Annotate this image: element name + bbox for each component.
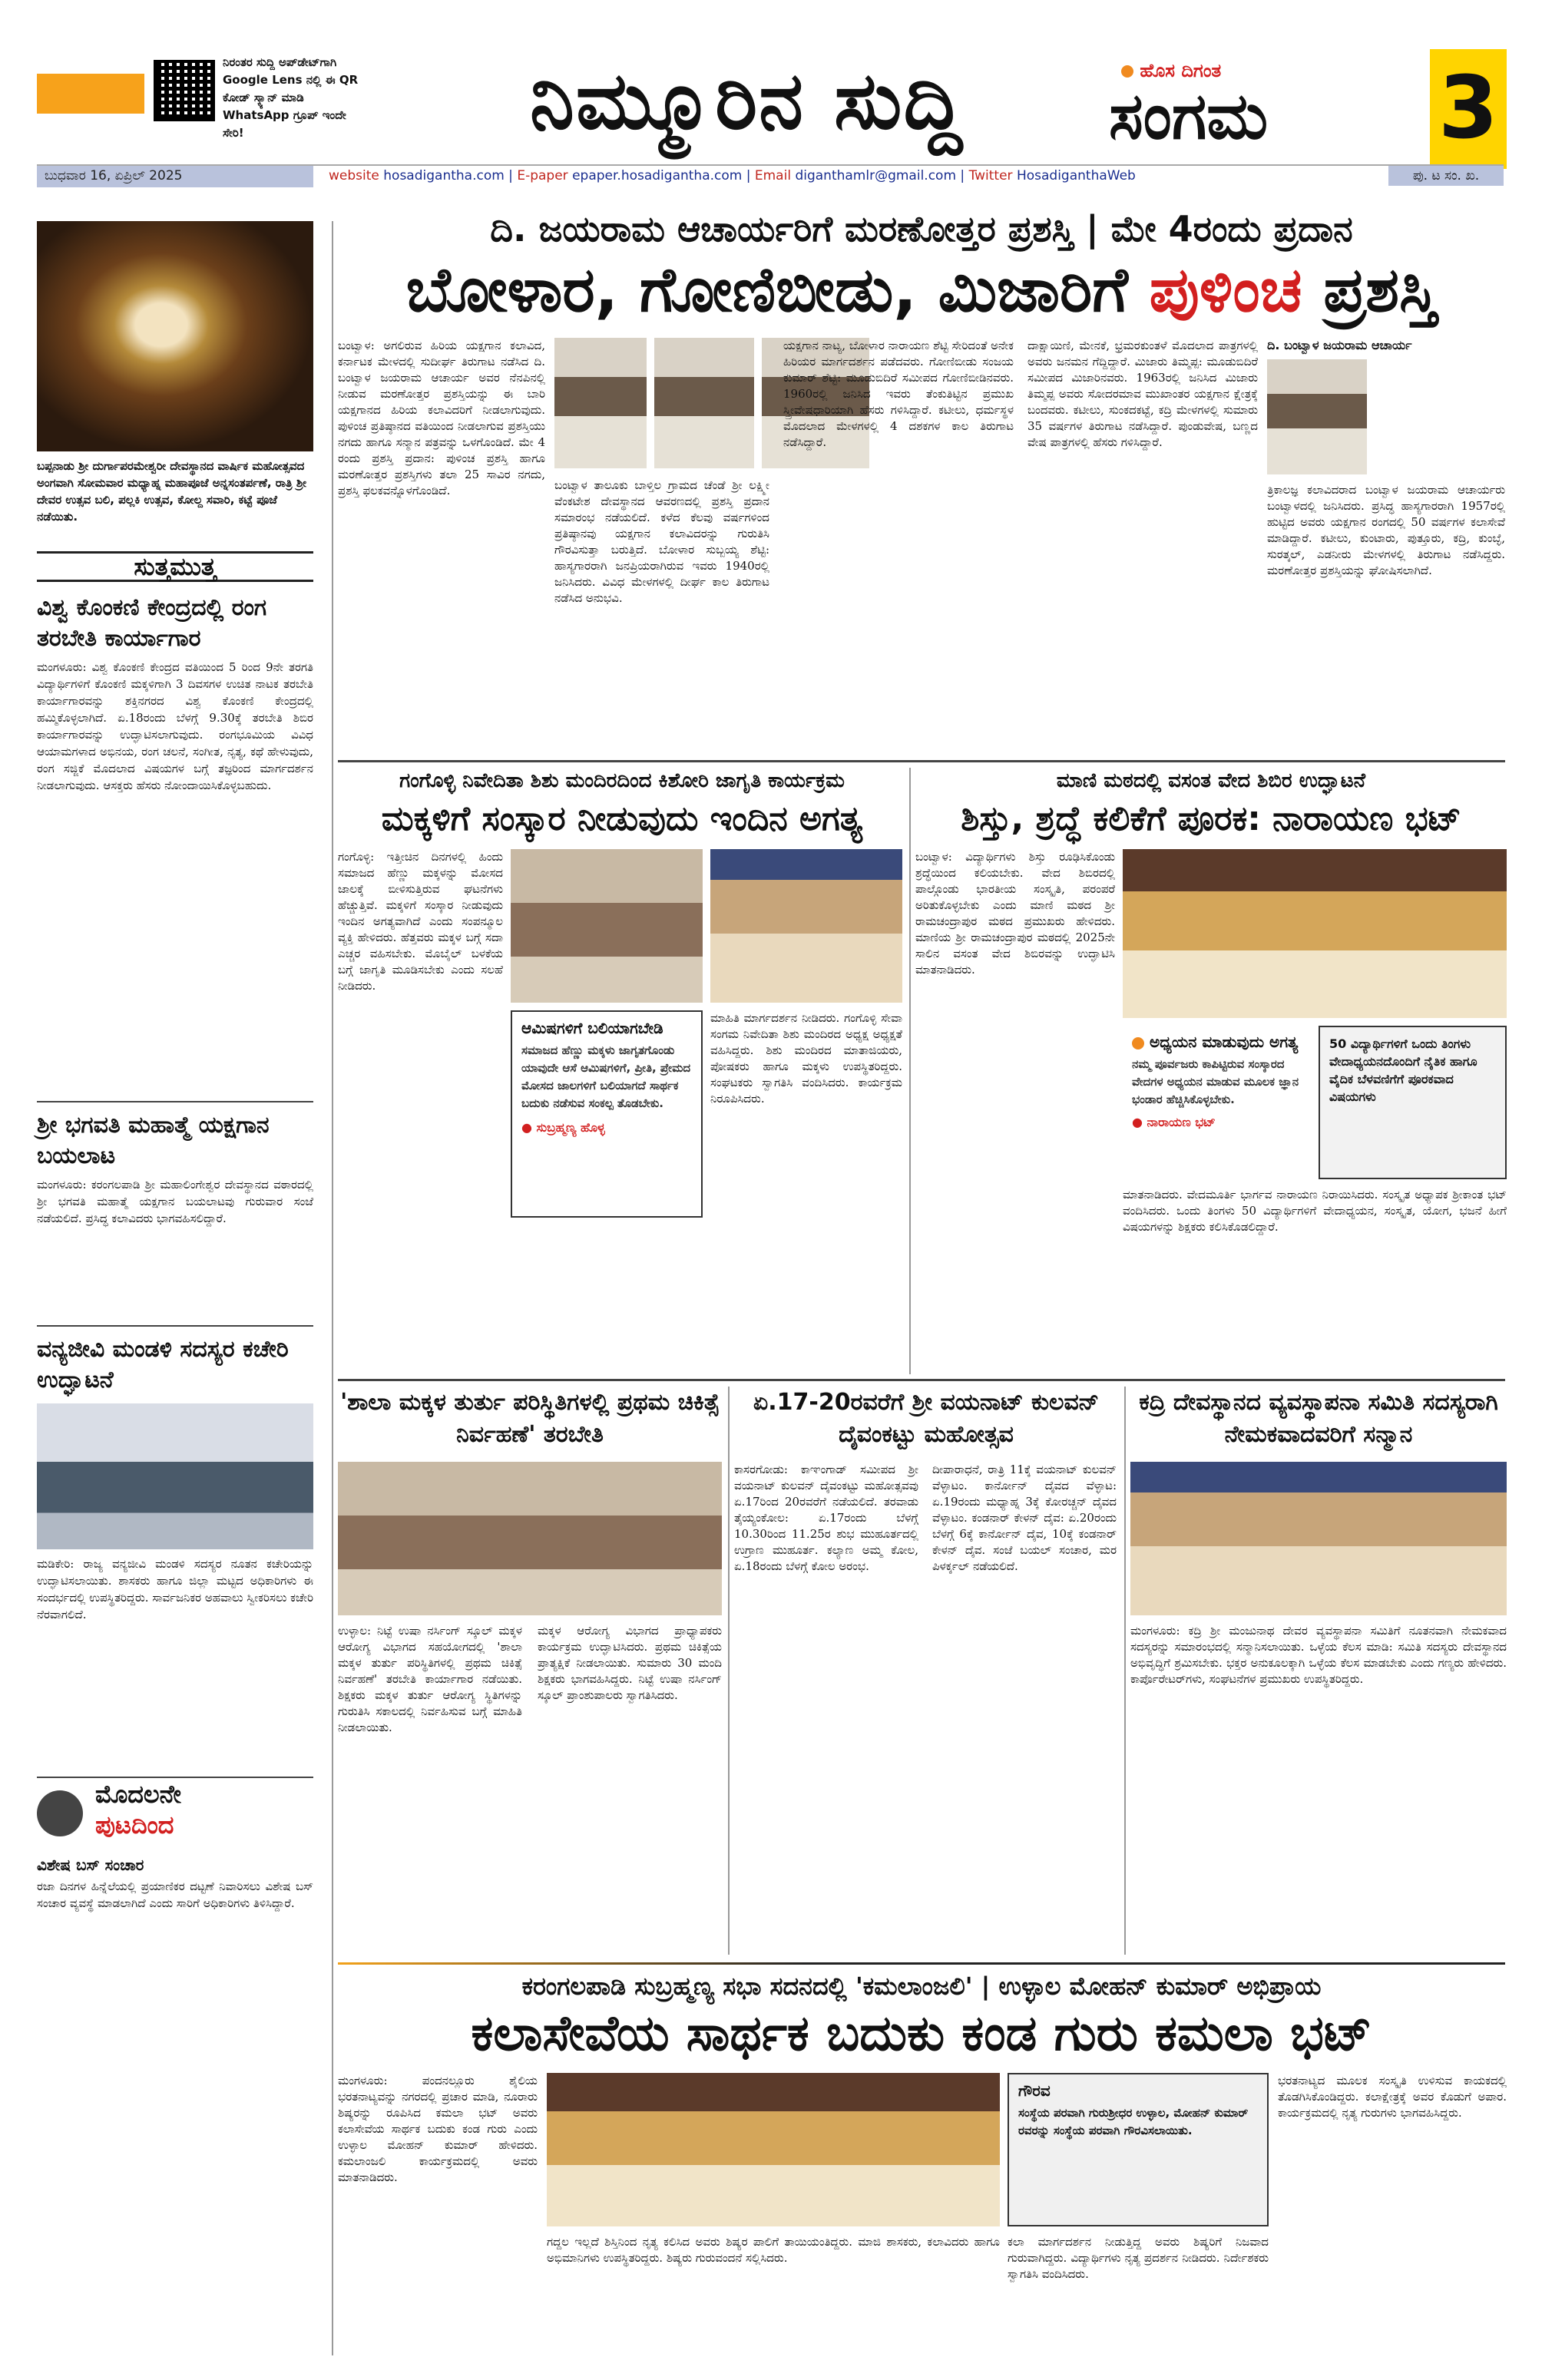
masthead-title: ನಿಮ್ಮೂರಿನ ಸುದ್ದಿ — [530, 54, 965, 147]
twitter-link[interactable]: HosadiganthaWeb — [1016, 168, 1136, 183]
gangolli-body-1: ಗಂಗೊಳ್ಳಿ: ಇತ್ತೀಚಿನ ದಿನಗಳಲ್ಲಿ ಹಿಂದು ಸಮಾಜದ ಹೆಣ್ಣು ಮಕ್ಕಳನ್ನು ಮೋಸದ ಜಾಲಕ್ಕೆ ಬೀಳಿಸುತ್ತಿರುವ ಘಟನೆಗಳು ಹೆಚ್ಚುತ್ತಿವೆ. ಮಕ್ಕಳಿಗೆ ಸಂಸ್ಕಾರ ನೀಡುವುದು ಇಂದಿನ ಅಗತ್ಯವಾಗಿದೆ ಎಂದು ಸಂಪನ್ಮೂಲ ವ್ಯಕ್ತಿ ಹೇಳಿದರು. ಹೆತ್ತವರು ಮಕ್ಕಳ ಬಗ್ಗೆ ಸದಾ ಎಚ್ಚರ ವಹಿಸಬೇಕು. ಮೊಬೈಲ್ ಬಳಕೆಯ ಬಗ್ಗೆ ಜಾಗೃತಿ ಮೂಡಿಸಬೇಕು ಎಂದು ಸಲಹೆ ನೀಡಿದರು. — [338, 850, 503, 993]
mid-divider-1 — [909, 768, 911, 1374]
story-yakshagana-title: ಶ್ರೀ ಭಗವತಿ ಮಹಾತ್ಮೆ ಯಕ್ಷಗಾನ ಬಯಲಾಟ — [37, 1101, 313, 1172]
mani-kicker: ಮಾಣಿ ಮಠದಲ್ಲಿ ವಸಂತ ವೇದ ಶಿಬಿರ ಉದ್ಘಾಟನೆ — [1056, 769, 1366, 792]
pulincha-col-3: ಯಕ್ಷಗಾನ ನಾಟ್ಯ, ಬೋಳಾರ ನಾರಾಯಣ ಶೆಟ್ಟಿ ಸೇರಿದಂತೆ ಅನೇಕ ಹಿರಿಯರ ಮಾರ್ಗದರ್ಶನ ಪಡೆದವರು. ಗೋಣಿಬೀಡು ಸಂಜಯ ಕುಮಾರ್ ಶೆಟ್ಟಿ: ಮೂಡುಬಿದಿರೆ ಸಮೀಪದ ಗೋಣಿಬೀಡಿನವರು. 1960ರಲ್ಲಿ ಜನಿಸಿದ ಇವರು ತೆಂಕುತಿಟ್ಟಿನ ಪ್ರಮುಖ ಸ್ತ್ರೀವೇಷಧಾರಿಯಾಗಿ ಹೆಸರು ಗಳಿಸಿದ್ದಾರೆ. ಕಟೀಲು, ಧರ್ಮಸ್ಥಳ ಮೊದಲಾದ ಮೇಳಗಳಲ್ಲಿ 4 ದಶಕಗಳ ಕಾಲ ತಿರುಗಾಟ ನಡೆಸಿದ್ದಾರೆ. — [783, 339, 1014, 449]
mani-photo — [1123, 849, 1507, 1018]
kamala-body-3: ಕಲಾ ಮಾರ್ಗದರ್ಶನ ನೀಡುತ್ತಿದ್ದ ಅವರು ಶಿಷ್ಯರಿಗೆ ನಿಜವಾದ ಗುರುವಾಗಿದ್ದರು. ವಿದ್ಯಾರ್ಥಿಗಳು ನೃತ್ಯ ಪ್ರದರ್ಶನ ನೀಡಿದರು. ನಿರ್ದೇಶಕರು ಸ್ವಾಗತಿಸಿ ವಂದಿಸಿದರು. — [1008, 2235, 1269, 2281]
epaper-link[interactable]: epaper.hosadigantha.com — [572, 168, 743, 183]
story-bus-title: ವಿಶೇಷ ಬಸ್ ಸಂಚಾರ — [37, 1856, 144, 1874]
pulincha-headline: ಬೋಳಾರ, ಗೋಣಿಬೀಡು, ಮಿಜಾರಿಗೆ ಪುಳಿಂಚ ಪ್ರಶಸ್ತಿ — [405, 254, 1438, 326]
story-bus-body: ರಜಾ ದಿನಗಳ ಹಿನ್ನೆಲೆಯಲ್ಲಿ ಪ್ರಯಾಣಿಕರ ದಟ್ಟಣೆ ನಿವಾರಿಸಲು ವಿಶೇಷ ಬಸ್ ಸಂಚಾರ ವ್ಯವಸ್ಥೆ ಮಾಡಲಾಗಿದೆ ಎಂದು ಸಾರಿಗೆ ಅಧಿಕಾರಿಗಳು ತಿಳಿಸಿದ್ದಾರೆ. — [37, 1879, 313, 1910]
epaper-label: E-paper — [517, 168, 568, 183]
story-wildlife-title: ವನ್ಯಜೀವಿ ಮಂಡಳಿ ಸದಸ್ಯರ ಕಚೇರಿ ಉದ್ಘಾಟನೆ — [37, 1325, 313, 1396]
email-link[interactable]: diganthamlr@gmail.com — [795, 168, 957, 183]
twitter-label: Twitter — [968, 168, 1013, 183]
page-number: 3 — [1438, 58, 1498, 158]
modalane-label: ಮೊದಲನೇ — [95, 1780, 181, 1809]
section-divider-1 — [338, 760, 1505, 762]
kamala-photo — [547, 2073, 1000, 2226]
portrait-gonibeedu — [654, 338, 754, 468]
kadri-headline: ಕದ್ರಿ ದೇವಸ್ಥಾನದ ವ್ಯವಸ್ಥಾಪನಾ ಸಮಿತಿ ಸದಸ್ಯರಾಗಿ ನೇಮಕವಾದವರಿಗೆ ಸನ್ಮಾನ — [1139, 1389, 1498, 1448]
wildlife-office-photo — [37, 1403, 313, 1549]
wayanad-body-1: ಕಾಸರಗೋಡು: ಕಾಞಂಗಾಡ್ ಸಮೀಪದ ಶ್ರೀ ವಯನಾಟ್ ಕುಲವನ್ ದೈವಂಕಟ್ಟು ಮಹೋತ್ಸವವು ಏ.17ರಿಂದ 20ರವರೆಗೆ ನಡೆಯಲಿದೆ. ತರವಾಡು ತೈಯ್ಯಂಕೋಲ: ಏ.17ರಂದು ಬೆಳಗ್ಗೆ 10.30ರಿಂದ 11.25ರ ಶುಭ ಮುಹೂರ್ತದಲ್ಲಿ ಉಗ್ರಾಣ ಮುಹೂರ್ತ. ಕಲ್ಯಾಣ ಅಮ್ಮ ಕೋಲ, ಏ.18ರಂದು ಬೆಳಗ್ಗೆ ಕೋಲ ಅರಂಭ. — [734, 1463, 918, 1573]
gangolli-quote-box — [511, 1010, 703, 1218]
shala-headline: 'ಶಾಲಾ ಮಕ್ಕಳ ತುರ್ತು ಪರಿಸ್ಥಿತಿಗಳಲ್ಲಿ ಪ್ರಥಮ ಚಿಕಿತ್ಸೆ ನಿರ್ವಹಣೆ' ತರಬೇತಿ — [340, 1389, 720, 1448]
email-label: Email — [754, 168, 792, 183]
pulincha-col-2: ಬಂಟ್ವಾಳ ತಾಲೂಕು ಬಾಳ್ತಿಲ ಗ್ರಾಮದ ಚೆಂಡೆ ಶ್ರೀ ಲಕ್ಷ್ಮೀ ವೆಂಕಟೇಶ ದೇವಸ್ಥಾನದ ಆವರಣದಲ್ಲಿ ಪ್ರಶಸ್ತಿ ಪ್ರದಾನ ಸಮಾರಂಭ ನಡೆಯಲಿದೆ. ಕಳೆದ ಕೆಲವು ವರ್ಷಗಳಿಂದ ಪ್ರತಿಷ್ಠಾನವು ಯಕ್ಷಗಾನ ಕಲಾವಿದರನ್ನು ಗುರುತಿಸಿ ಗೌರವಿಸುತ್ತಾ ಬರುತ್ತಿದೆ. ಬೋಳಾರ ಸುಬ್ಬಯ್ಯ ಶೆಟ್ಟಿ: ಹಾಸ್ಯಗಾರರಾಗಿ ಜನಪ್ರಿಯರಾಗಿರುವ ಇವರು 1940ರಲ್ಲಿ ಜನಿಸಿದರು. ವಿವಿಧ ಮೇಳಗಳಲ್ಲಿ ದೀರ್ಘ ಕಾಲ ತಿರುಗಾಟ ನಡೆಸಿದ ಅನುಭವಿ. — [554, 478, 769, 605]
mani-fact-box: 50 ವಿದ್ಯಾರ್ಥಿಗಳಿಗೆ ಒಂದು ತಿಂಗಳು ವೇದಾಧ್ಯಯನದೊಂದಿಗೆ ನೈತಿಕ ಹಾಗೂ ವೈದಿಕ ಬೆಳವಣಿಗೆಗೆ ಪೂರಕವಾದ ವಿಷಯಗಳು — [1319, 1026, 1507, 1179]
wayanad-body-2: ದೀಪಾರಾಧನೆ, ರಾತ್ರಿ 11ಕ್ಕೆ ವಯನಾಟ್ ಕುಲವನ್ ವೆಳ್ಳಾಟಂ. ಕಾರ್ನೋನ್ ದೈವದ ವೆಳ್ಳಾಟ: ಏ.19ರಂದು ಮಧ್ಯಾಹ್ನ 3ಕ್ಕೆ ಕೋರಚ್ಚನ್ ದೈವದ ವೆಳ್ಳಾಟಂ. ಕಂಡನಾರ್ ಕೇಳನ್ ದೈವ: ಏ.20ರಂದು ಬೆಳಗ್ಗೆ 6ಕ್ಕೆ ಕಾರ್ನೋನ್ ದೈವ, 10ಕ್ಕೆ ಕಂಡನಾರ್ ಕೇಳನ್ ದೈವ. ಸಂಜೆ ಬಯಲ್ ಸಂಚಾರ, ಮರ ಪಿಳರ್ಕ್ಕಲ್ ನಡೆಯಲಿದೆ. — [932, 1463, 1117, 1573]
page-count: ಪು. ಟ ಸಂ. ಖ. — [1388, 166, 1504, 186]
story-wildlife-body: ಮಡಿಕೇರಿ: ರಾಜ್ಯ ವನ್ಯಜೀವಿ ಮಂಡಳಿ ಸದಸ್ಯರ ನೂತನ ಕಚೇರಿಯನ್ನು ಉದ್ಘಾಟಿಸಲಾಯಿತು. ಶಾಸಕರು ಹಾಗೂ ಜಿಲ್ಲಾ ಮಟ್ಟದ ಅಧಿಕಾರಿಗಳು ಈ ಸಂದರ್ಭದಲ್ಲಿ ಉಪಸ್ಥಿತರಿದ್ದರು. ಸಾರ್ವಜನಿಕರ ಅಹವಾಲು ಸ್ವೀಕರಿಸಲು ಕಚೇರಿ ನೆರವಾಗಲಿದೆ. — [37, 1557, 313, 1621]
pulincha-kicker: ದಿ. ಜಯರಾಮ ಆಚಾರ್ಯರಿಗೆ ಮರಣೋತ್ತರ ಪ್ರಶಸ್ತಿ | ಮೇ 4ರಂದು ಪ್ರದಾನ — [490, 208, 1353, 250]
modalane-putadinda-box — [37, 1777, 313, 1847]
gangolli-quote-author: ● ಸುಬ್ರಹ್ಮಣ್ಯ ಹೊಳ್ಳ — [521, 1120, 605, 1135]
mani-body-1: ಬಂಟ್ವಾಳ: ವಿದ್ಯಾರ್ಥಿಗಳು ಶಿಸ್ತು ರೂಢಿಸಿಕೊಂಡು ಶ್ರದ್ಧೆಯಿಂದ ಕಲಿಯಬೇಕು. ವೇದ ಶಿಬಿರದಲ್ಲಿ ಪಾಲ್ಗೊಂಡು ಭಾರತೀಯ ಸಂಸ್ಕೃತಿ, ಪರಂಪರೆ ಅರಿತುಕೊಳ್ಳಬೇಕು ಎಂದು ಮಾಣಿ ಮಠದ ಶ್ರೀ ರಾಮಚಂದ್ರಾಪುರ ಮಠದ ಪ್ರಮುಖರು ಹೇಳಿದರು. ಮಾಣಿಯ ಶ್ರೀ ರಾಮಚಂದ್ರಾಪುರ ಮಠದಲ್ಲಿ 2025ನೇ ಸಾಲಿನ ವಸಂತ ವೇದ ಶಿಬಿರವನ್ನು ಉದ್ಘಾಟಿಸಿ ಮಾತನಾಡಿದರು. — [915, 850, 1115, 977]
section-divider-2 — [338, 1379, 1505, 1381]
kamala-body-1: ಮಂಗಳೂರು: ಪಂದನಲ್ಲೂರು ಶೈಲಿಯ ಭರತನಾಟ್ಯವನ್ನು ನಗರದಲ್ಲಿ ಪ್ರಚಾರ ಮಾಡಿ, ನೂರಾರು ಶಿಷ್ಯರನ್ನು ರೂಪಿಸಿದ ಕಮಲಾ ಭಟ್ ಅವರು ಕಲಾಸೇವೆಯ ಸಾರ್ಥಕ ಬದುಕು ಕಂಡ ಗುರು ಎಂದು ಉಳ್ಳಾಲ ಮೋಹನ್ ಕುಮಾರ್ ಹೇಳಿದರು. ಕಮಲಾಂಜಲಿ ಕಾರ್ಯಕ್ರಮದಲ್ಲಿ ಅವರು ಮಾತನಾಡಿದರು. — [338, 2074, 538, 2184]
quote-icon — [1132, 1037, 1144, 1050]
temple-photo-caption: ಬಪ್ಪನಾಡು ಶ್ರೀ ದುರ್ಗಾಪರಮೇಶ್ವರೀ ದೇವಸ್ಥಾನದ ವಾರ್ಷಿಕ ಮಹೋತ್ಸವದ ಅಂಗವಾಗಿ ಸೋಮವಾರ ಮಧ್ಯಾಹ್ನ ಮಹಾಪೂಜೆ ಅನ್ನಸಂತರ್ಪಣೆ, ರಾತ್ರಿ ಶ್ರೀ ದೇವರ ಉತ್ಸವ ಬಲಿ, ಪಲ್ಲಕಿ ಉತ್ಸವ, ಕೋಲ್ದ ಸವಾರಿ, ಕಟ್ಟೆ ಪೂಜೆ ನಡೆಯಿತು. — [37, 459, 307, 524]
mani-quote-title: ಅಧ್ಯಯನ ಮಾಡುವುದು ಅಗತ್ಯ — [1132, 1033, 1302, 1051]
shala-body-1: ಉಳ್ಳಾಲ: ನಿಟ್ಟೆ ಉಷಾ ನರ್ಸಿಂಗ್ ಸ್ಕೂಲ್ ಮಕ್ಕಳ ಆರೋಗ್ಯ ವಿಭಾಗದ ಸಹಯೋಗದಲ್ಲಿ 'ಶಾಲಾ ಮಕ್ಕಳ ತುರ್ತು ಪರಿಸ್ಥಿತಿಗಳಲ್ಲಿ ಪ್ರಥಮ ಚಿಕಿತ್ಸೆ ನಿರ್ವಹಣೆ' ತರಬೇತಿ ಕಾರ್ಯಾಗಾರ ನಡೆಯಿತು. ಶಿಕ್ಷಕರು ಮಕ್ಕಳ ತುರ್ತು ಆರೋಗ್ಯ ಸ್ಥಿತಿಗಳನ್ನು ಗುರುತಿಸಿ ಸಕಾಲದಲ್ಲಿ ನಿರ್ವಹಿಸುವ ಬಗ್ಗೆ ಮಾಹಿತಿ ನೀಡಲಾಯಿತು. — [338, 1624, 522, 1734]
website-link[interactable]: hosadigantha.com — [383, 168, 505, 183]
kadri-photo — [1130, 1462, 1507, 1615]
kamala-body-2: ಗದ್ದಲ ಇಲ್ಲದೆ ಶಿಸ್ತಿನಿಂದ ನೃತ್ಯ ಕಲಿಸಿದ ಅವರು ಶಿಷ್ಯರ ಪಾಲಿಗೆ ತಾಯಿಯಂತಿದ್ದರು. ಮಾಜಿ ಶಾಸಕರು, ಕಲಾವಿದರು ಹಾಗೂ ಅಭಿಮಾನಿಗಳು ಉಪಸ್ಥಿತರಿದ್ದರು. ಶಿಷ್ಯರು ಗುರುವಂದನೆ ಸಲ್ಲಿಸಿದರು. — [547, 2235, 1000, 2265]
pen-icon — [37, 1790, 83, 1836]
pulincha-col-1: ಬಂಟ್ವಾಳ: ಅಗಲಿರುವ ಹಿರಿಯ ಯಕ್ಷಗಾನ ಕಲಾವಿದ, ಕರ್ನಾಟಕ ಮೇಳದಲ್ಲಿ ಸುದೀರ್ಘ ತಿರುಗಾಟ ನಡೆಸಿದ ದಿ. ಬಂಟ್ವಾಳ ಜಯರಾಮ ಆಚಾರ್ಯ ಅವರ ನೆನಪಿನಲ್ಲಿ ನೀಡುವ ಮರಣೋತ್ತರ ಪ್ರಶಸ್ತಿಯನ್ನು ಈ ಬಾರಿ ಯಕ್ಷಗಾನದ ಹಿರಿಯ ಕಲಾವಿದರಿಗೆ ನೀಡಲಾಗುವುದು. ಪುಳಿಂಚ ಪ್ರತಿಷ್ಠಾನದ ವತಿಯಿಂದ ನೀಡಲಾಗುವ ಪ್ರಶಸ್ತಿಯು ನಗದು ಹಾಗೂ ಸನ್ಮಾನ ಪತ್ರವನ್ನು ಒಳಗೊಂಡಿದೆ. ಮೇ 4 ರಂದು ಪ್ರಶಸ್ತಿ ಪ್ರದಾನ: ಪುಳಿಂಚ ಪ್ರಶಸ್ತಿ ಹಾಗೂ ಮರಣೋತ್ತರ ಪ್ರಶಸ್ತಿಗಳು ತಲಾ 25 ಸಾವಿರ ನಗದು, ಪ್ರಶಸ್ತಿ ಫಲಕವನ್ನೊಳಗೊಂಡಿದೆ. — [338, 339, 545, 497]
masthead-accent-block — [37, 74, 144, 114]
qr-code-icon — [154, 60, 215, 121]
story-konkani-title: ವಿಶ್ವ ಕೊಂಕಣಿ ಕೇಂದ್ರದಲ್ಲಿ ರಂಗ ತರಬೇತಿ ಕಾರ್ಯಾಗಾರ — [37, 594, 267, 652]
gourava-label: ಗೌರವ — [1018, 2081, 1051, 2100]
gangolli-photo-2 — [710, 849, 902, 1003]
issue-date: ಬುಧವಾರ 16, ಏಪ್ರಿಲ್ 2025 — [37, 166, 313, 187]
jayarama-title: ದಿ. ಬಂಟ್ವಾಳ ಜಯರಾಮ ಆಚಾರ್ಯ — [1267, 338, 1412, 352]
kamala-body-4: ಭರತನಾಟ್ಯದ ಮೂಲಕ ಸಂಸ್ಕೃತಿ ಉಳಿಸುವ ಕಾಯಕದಲ್ಲಿ ತೊಡಗಿಸಿಕೊಂಡಿದ್ದರು. ಕಲಾಕ್ಷೇತ್ರಕ್ಕೆ ಅವರ ಕೊಡುಗೆ ಅಪಾರ. ಕಾರ್ಯಕ್ರಮದಲ್ಲಿ ನೃತ್ಯ ಗುರುಗಳು ಭಾಗವಹಿಸಿದ್ದರು. — [1278, 2074, 1507, 2120]
kamala-gourava-box — [1008, 2073, 1269, 2226]
temple-photo — [37, 221, 313, 451]
story-yakshagana-body: ಮಂಗಳೂರು: ಕರಂಗಲಪಾಡಿ ಶ್ರೀ ಮಹಾಲಿಂಗೇಶ್ವರ ದೇವಸ್ಥಾನದ ವಠಾರದಲ್ಲಿ ಶ್ರೀ ಭಗವತಿ ಮಹಾತ್ಮೆ ಯಕ್ಷಗಾನ ಬಯಲಾಟವು ಗುರುವಾರ ಸಂಜೆ ನಡೆಯಲಿದೆ. ಪ್ರಸಿದ್ಧ ಕಲಾವಿದರು ಭಾಗವಹಿಸಲಿದ್ದಾರೆ. — [37, 1178, 313, 1225]
gangolli-body-2: ಮಾಹಿತಿ ಮಾರ್ಗದರ್ಶನ ನೀಡಿದರು. ಗಂಗೊಳ್ಳಿ ಸೇವಾ ಸಂಗಮ ನಿವೇದಿತಾ ಶಿಶು ಮಂದಿರದ ಅಧ್ಯಕ್ಷ ಅಧ್ಯಕ್ಷತೆ ವಹಿಸಿದ್ದರು. ಶಿಶು ಮಂದಿರದ ಮಾತಾಜಿಯರು, ಪೋಷಕರು ಹಾಗೂ ಮಕ್ಕಳು ಉಪಸ್ಥಿತರಿದ್ದರು. ಸಂಘಟಕರು ಸ್ವಾಗತಿಸಿ ವಂದಿಸಿದರು. ಕಾರ್ಯಕ್ರಮ ನಿರೂಪಿಸಿದರು. — [710, 1011, 902, 1106]
wayanad-headline: ಏ.17-20ರವರೆಗೆ ಶ್ರೀ ವಯನಾಟ್ ಕುಲವನ್ ದೈವಂಕಟ್ಟು ಮಹೋತ್ಸವ — [753, 1389, 1100, 1448]
mani-headline: ಶಿಸ್ತು, ಶ್ರದ್ಧೆ ಕಲಿಕೆಗೆ ಪೂರಕ: ನಾರಾಯಣ ಭಟ್ — [961, 799, 1461, 838]
kadri-body: ಮಂಗಳೂರು: ಕದ್ರಿ ಶ್ರೀ ಮಂಜುನಾಥ ದೇವರ ವ್ಯವಸ್ಥಾಪನಾ ಸಮಿತಿಗೆ ನೂತನವಾಗಿ ನೇಮಕವಾದ ಸದಸ್ಯರನ್ನು ಸಮಾರಂಭದಲ್ಲಿ ಸನ್ಮಾನಿಸಲಾಯಿತು. ಒಳ್ಳೆಯ ಕೆಲಸ ಮಾಡಿ: ಸಮಿತಿ ಸದಸ್ಯರು ದೇವಸ್ಥಾನದ ಅಭಿವೃದ್ಧಿಗೆ ಶ್ರಮಿಸಬೇಕು. ಭಕ್ತರ ಅನುಕೂಲಕ್ಕಾಗಿ ಒಳ್ಳೆಯ ಕೆಲಸ ಮಾಡಬೇಕು ಎಂದು ಗಣ್ಯರು ಹೇಳಿದರು. ಕಾರ್ಪೊರೇಟರ್‌ಗಳು, ಸಂಘಟನೆಗಳ ಪ್ರಮುಖರು ಉಪಸ್ಥಿತರಿದ್ದರು. — [1130, 1624, 1507, 1686]
website-label: website — [329, 168, 379, 183]
portrait-bolara — [554, 338, 647, 468]
gangolli-quote-title: ಆಮಿಷಗಳಿಗೆ ಬಲಿಯಾಗಬೇಡಿ — [521, 1019, 663, 1037]
gourava-text: ಸಂಸ್ಥೆಯ ಪರವಾಗಿ ಗುರುಶ್ರೀಧರ ಉಳ್ಳಾಲ, ಮೋಹನ್ ಕುಮಾರ್ ರವರನ್ನು ಸಂಸ್ಥೆಯ ಪರವಾಗಿ ಗೌರವಿಸಲಾಯಿತು. — [1018, 2106, 1249, 2137]
mid-divider-2 — [728, 1387, 730, 1955]
portrait-jayarama — [1267, 359, 1367, 474]
gangolli-headline: ಮಕ್ಕಳಿಗೆ ಸಂಸ್ಕಾರ ನೀಡುವುದು ಇಂದಿನ ಅಗತ್ಯ — [381, 799, 863, 838]
kamala-headline: ಕಲಾಸೇವೆಯ ಸಾರ್ಥಕ ಬದುಕು ಕಂಡ ಗುರು ಕಮಲಾ ಭಟ್ — [471, 2005, 1372, 2062]
mani-quote-author: ● ನಾರಾಯಣ ಭಟ್ — [1132, 1115, 1216, 1129]
brand-logo-icon — [1121, 65, 1133, 78]
contact-links: website hosadigantha.com | E-paper epaper.hosadigantha.com | Email diganthamlr@gmail.com | Twitter HosadiganthaWeb — [329, 168, 1136, 183]
shala-photo — [338, 1462, 722, 1615]
masthead-area — [0, 0, 1542, 161]
left-column — [37, 221, 329, 2355]
mani-body-2: ಮಾತನಾಡಿದರು. ವೇದಮೂರ್ತಿ ಭಾರ್ಗವ ನಾರಾಯಣ ನಿರಾಯಿಸಿದರು. ಸಂಸ್ಕೃತ ಅಧ್ಯಾಪಕ ಶ್ರೀಕಾಂತ ಭಟ್ ವಂದಿಸಿದರು. ಒಂದು ತಿಂಗಳು 50 ವಿದ್ಯಾರ್ಥಿಗಳಿಗೆ ವೇದಾಧ್ಯಯನ, ಸಂಸ್ಕೃತ, ಯೋಗ, ಭಜನೆ ಹೀಗೆ ವಿಷಯಗಳನ್ನು ಶಿಕ್ಷಕರು ಕಲಿಸಿಕೊಡಲಿದ್ದಾರೆ. — [1123, 1188, 1507, 1234]
mani-quote-body: ನಮ್ಮ ಪೂರ್ವಜರು ಕಾಪಿಟ್ಟಿರುವ ಸಂಸ್ಕಾರದ ವೇದಗಳ ಅಧ್ಯಯನ ಮಾಡುವ ಮೂಲಕ ಜ್ಞಾನ ಭಂಡಾರ ಹೆಚ್ಚಿಸಿಕೊಳ್ಳಬೇಕು. — [1132, 1057, 1299, 1106]
mid-divider-3 — [1124, 1387, 1126, 1955]
kamala-kicker: ಕರಂಗಲಪಾಡಿ ಸುಬ್ರಹ್ಮಣ್ಯ ಸಭಾ ಸದನದಲ್ಲಿ 'ಕಮಲಾಂಜಲಿ' | ಉಳ್ಳಾಲ ಮೋಹನ್ ಕುಮಾರ್ ಅಭಿಪ್ರಾಯ — [521, 1972, 1322, 2001]
gangolli-kicker: ಗಂಗೊಳ್ಳಿ ನಿವೇದಿತಾ ಶಿಶು ಮಂದಿರದಿಂದ ಕಿಶೋರಿ ಜಾಗೃತಿ ಕಾರ್ಯಕ್ರಮ — [399, 769, 845, 792]
mani-quote-box — [1123, 1026, 1311, 1179]
story-konkani-body: ಮಂಗಳೂರು: ವಿಶ್ವ ಕೊಂಕಣಿ ಕೇಂದ್ರದ ವತಿಯಿಂದ 5 ರಿಂದ 9ನೇ ತರಗತಿ ವಿದ್ಯಾರ್ಥಿಗಳಿಗೆ ಕೊಂಕಣಿ ಮಕ್ಕಳಿಗಾಗಿ 3 ದಿವಸಗಳ ಉಚಿತ ನಾಟಕ ತರಬೇತಿ ಕಾರ್ಯಾಗಾರವನ್ನು ಶಕ್ತಿನಗರದ ವಿಶ್ವ ಕೊಂಕಣಿ ಕೇಂದ್ರದಲ್ಲಿ ಹಮ್ಮಿಕೊಳ್ಳಲಾಗಿದೆ. ಏ.18ರಂದು ಬೆಳಗ್ಗೆ 9.30ಕ್ಕೆ ತರಬೇತಿ ಶಿಬಿರ ಕಾರ್ಯಾಗಾರವನ್ನು ಉದ್ಘಾಟಿಸಲಾಗುವುದು. ರಂಗಭೂಮಿಯ ವಿವಿಧ ಆಯಾಮಗಳಾದ ಅಭಿನಯ, ರಂಗ ಚಲನೆ, ಸಂಗೀತ, ನೃತ್ಯ, ಕಥೆ ಹೇಳುವುದು, ರಂಗ ಸಜ್ಜಿಕೆ ಮೊದಲಾದ ವಿಷಯಗಳ ಬಗ್ಗೆ ತಜ್ಞರಿಂದ ಮಾರ್ಗದರ್ಶನ ನೀಡಲಾಗುವುದು. ಆಸಕ್ತರು ಹೆಸರು ನೋಂದಾಯಿಸಿಕೊಳ್ಳಬಹುದು. — [37, 660, 313, 792]
sutta-mutta-label: ಸುತ್ತಮುತ್ತ — [37, 551, 313, 582]
qr-instructions: ನಿರಂತರ ಸುದ್ದಿ ಅಪ್‌ಡೇಟ್‌ಗಾಗಿ Google Lens ನಲ್ಲಿ ಈ QR ಕೋಡ್ ಸ್ಕ್ಯಾನ್ ಮಾಡಿ WhatsApp ಗ್ರೂಪ್ ಇಂದೇ ಸೇರಿ! — [223, 55, 359, 140]
gangolli-photo-1 — [511, 849, 703, 1003]
section-title: ಸಂಗಮ — [1109, 78, 1269, 154]
putadinda-label: ಪುಟದಿಂದ — [95, 1810, 174, 1840]
shala-body-2: ಮಕ್ಕಳ ಆರೋಗ್ಯ ವಿಭಾಗದ ಪ್ರಾಧ್ಯಾಪಕರು ಕಾರ್ಯಕ್ರಮ ಉದ್ಘಾಟಿಸಿದರು. ಪ್ರಥಮ ಚಿಕಿತ್ಸೆಯ ಪ್ರಾತ್ಯಕ್ಷಿಕೆ ನೀಡಲಾಯಿತು. ಸುಮಾರು 30 ಮಂದಿ ಶಿಕ್ಷಕರು ಭಾಗವಹಿಸಿದ್ದರು. ನಿಟ್ಟೆ ಉಷಾ ನರ್ಸಿಂಗ್ ಸ್ಕೂಲ್ ಪ್ರಾಂಶುಪಾಲರು ಸ್ವಾಗತಿಸಿದರು. — [538, 1624, 722, 1702]
pulincha-col-5: ತ್ರಿಕಾಲಜ್ಞ ಕಲಾವಿದರಾದ ಬಂಟ್ವಾಳ ಜಯರಾಮ ಆಚಾರ್ಯರು ಬಂಟ್ವಾಳದಲ್ಲಿ ಜನಿಸಿದರು. ಪ್ರಸಿದ್ಧ ಹಾಸ್ಯಗಾರರಾಗಿ 1957ರಲ್ಲಿ ಹುಟ್ಟಿದ ಅವರು ಯಕ್ಷಗಾನ ರಂಗದಲ್ಲಿ 50 ವರ್ಷಗಳ ಕಲಾಸೇವೆ ಮಾಡಿದ್ದಾರೆ. ಕಟೀಲು, ಕುಂಟಾರು, ಪುತ್ತೂರು, ಕದ್ರಿ, ಕುಂಬ್ಳೆ, ಸುರತ್ಕಲ್, ಎಡನೀರು ಮೇಳಗಳಲ್ಲಿ ತಿರುಗಾಟ ನಡೆಸಿದ್ದರು. ಮರಣೋತ್ತರ ಪ್ರಶಸ್ತಿಯನ್ನು ಘೋಷಿಸಲಾಗಿದೆ. — [1267, 483, 1505, 577]
left-column-divider — [332, 221, 333, 2355]
gangolli-quote-body: ಸಮಾಜದ ಹೆಣ್ಣು ಮಕ್ಕಳು ಜಾಗೃತಗೊಂಡು ಯಾವುದೇ ಆಸೆ ಆಮಿಷಗಳಿಗೆ, ಪ್ರೀತಿ, ಪ್ರೇಮದ ಮೋಸದ ಜಾಲಗಳಿಗೆ ಬಲಿಯಾಗದೆ ಸಾರ್ಥಕ ಬದುಕು ನಡೆಸುವ ಸಂಕಲ್ಪ ತೊಡಬೇಕು. — [521, 1043, 691, 1110]
date-bar — [37, 164, 1504, 187]
brand-small: ಹೊಸ ದಿಗಂತ — [1121, 60, 1221, 81]
section-divider-3 — [338, 1962, 1505, 1965]
pulincha-col-4: ದಾಕ್ಷಾಯಿಣಿ, ಮೇನಕೆ, ಭ್ರಮರಕುಂತಳೆ ಮೊದಲಾದ ಪಾತ್ರಗಳಲ್ಲಿ ಅವರು ಜನಮನ ಗೆದ್ದಿದ್ದಾರೆ. ಮಿಜಾರು ತಿಮ್ಮಪ್ಪ: ಮೂಡುಬಿದಿರೆ ಸಮೀಪದ ಮಿಜಾರಿನವರು. 1963ರಲ್ಲಿ ಜನಿಸಿದ ಮಿಜಾರು ತಿಮ್ಮಪ್ಪ ಅವರು ಸೋದರಮಾವ ಮುಖಾಂತರ ಯಕ್ಷಗಾನ ಕ್ಷೇತ್ರಕ್ಕೆ ಬಂದವರು. ಕಟೀಲು, ಸುಂಕದಕಟ್ಟೆ, ಕದ್ರಿ ಮೇಳಗಳಲ್ಲಿ ಸುಮಾರು 35 ವರ್ಷಗಳ ತಿರುಗಾಟ ನಡೆಸಿದ್ದಾರೆ. ಪುಂಡುವೇಷ, ಬಣ್ಣದ ವೇಷ ಪಾತ್ರಗಳಲ್ಲಿ ಹೆಸರು ಗಳಿಸಿದ್ದಾರೆ. — [1027, 339, 1258, 449]
